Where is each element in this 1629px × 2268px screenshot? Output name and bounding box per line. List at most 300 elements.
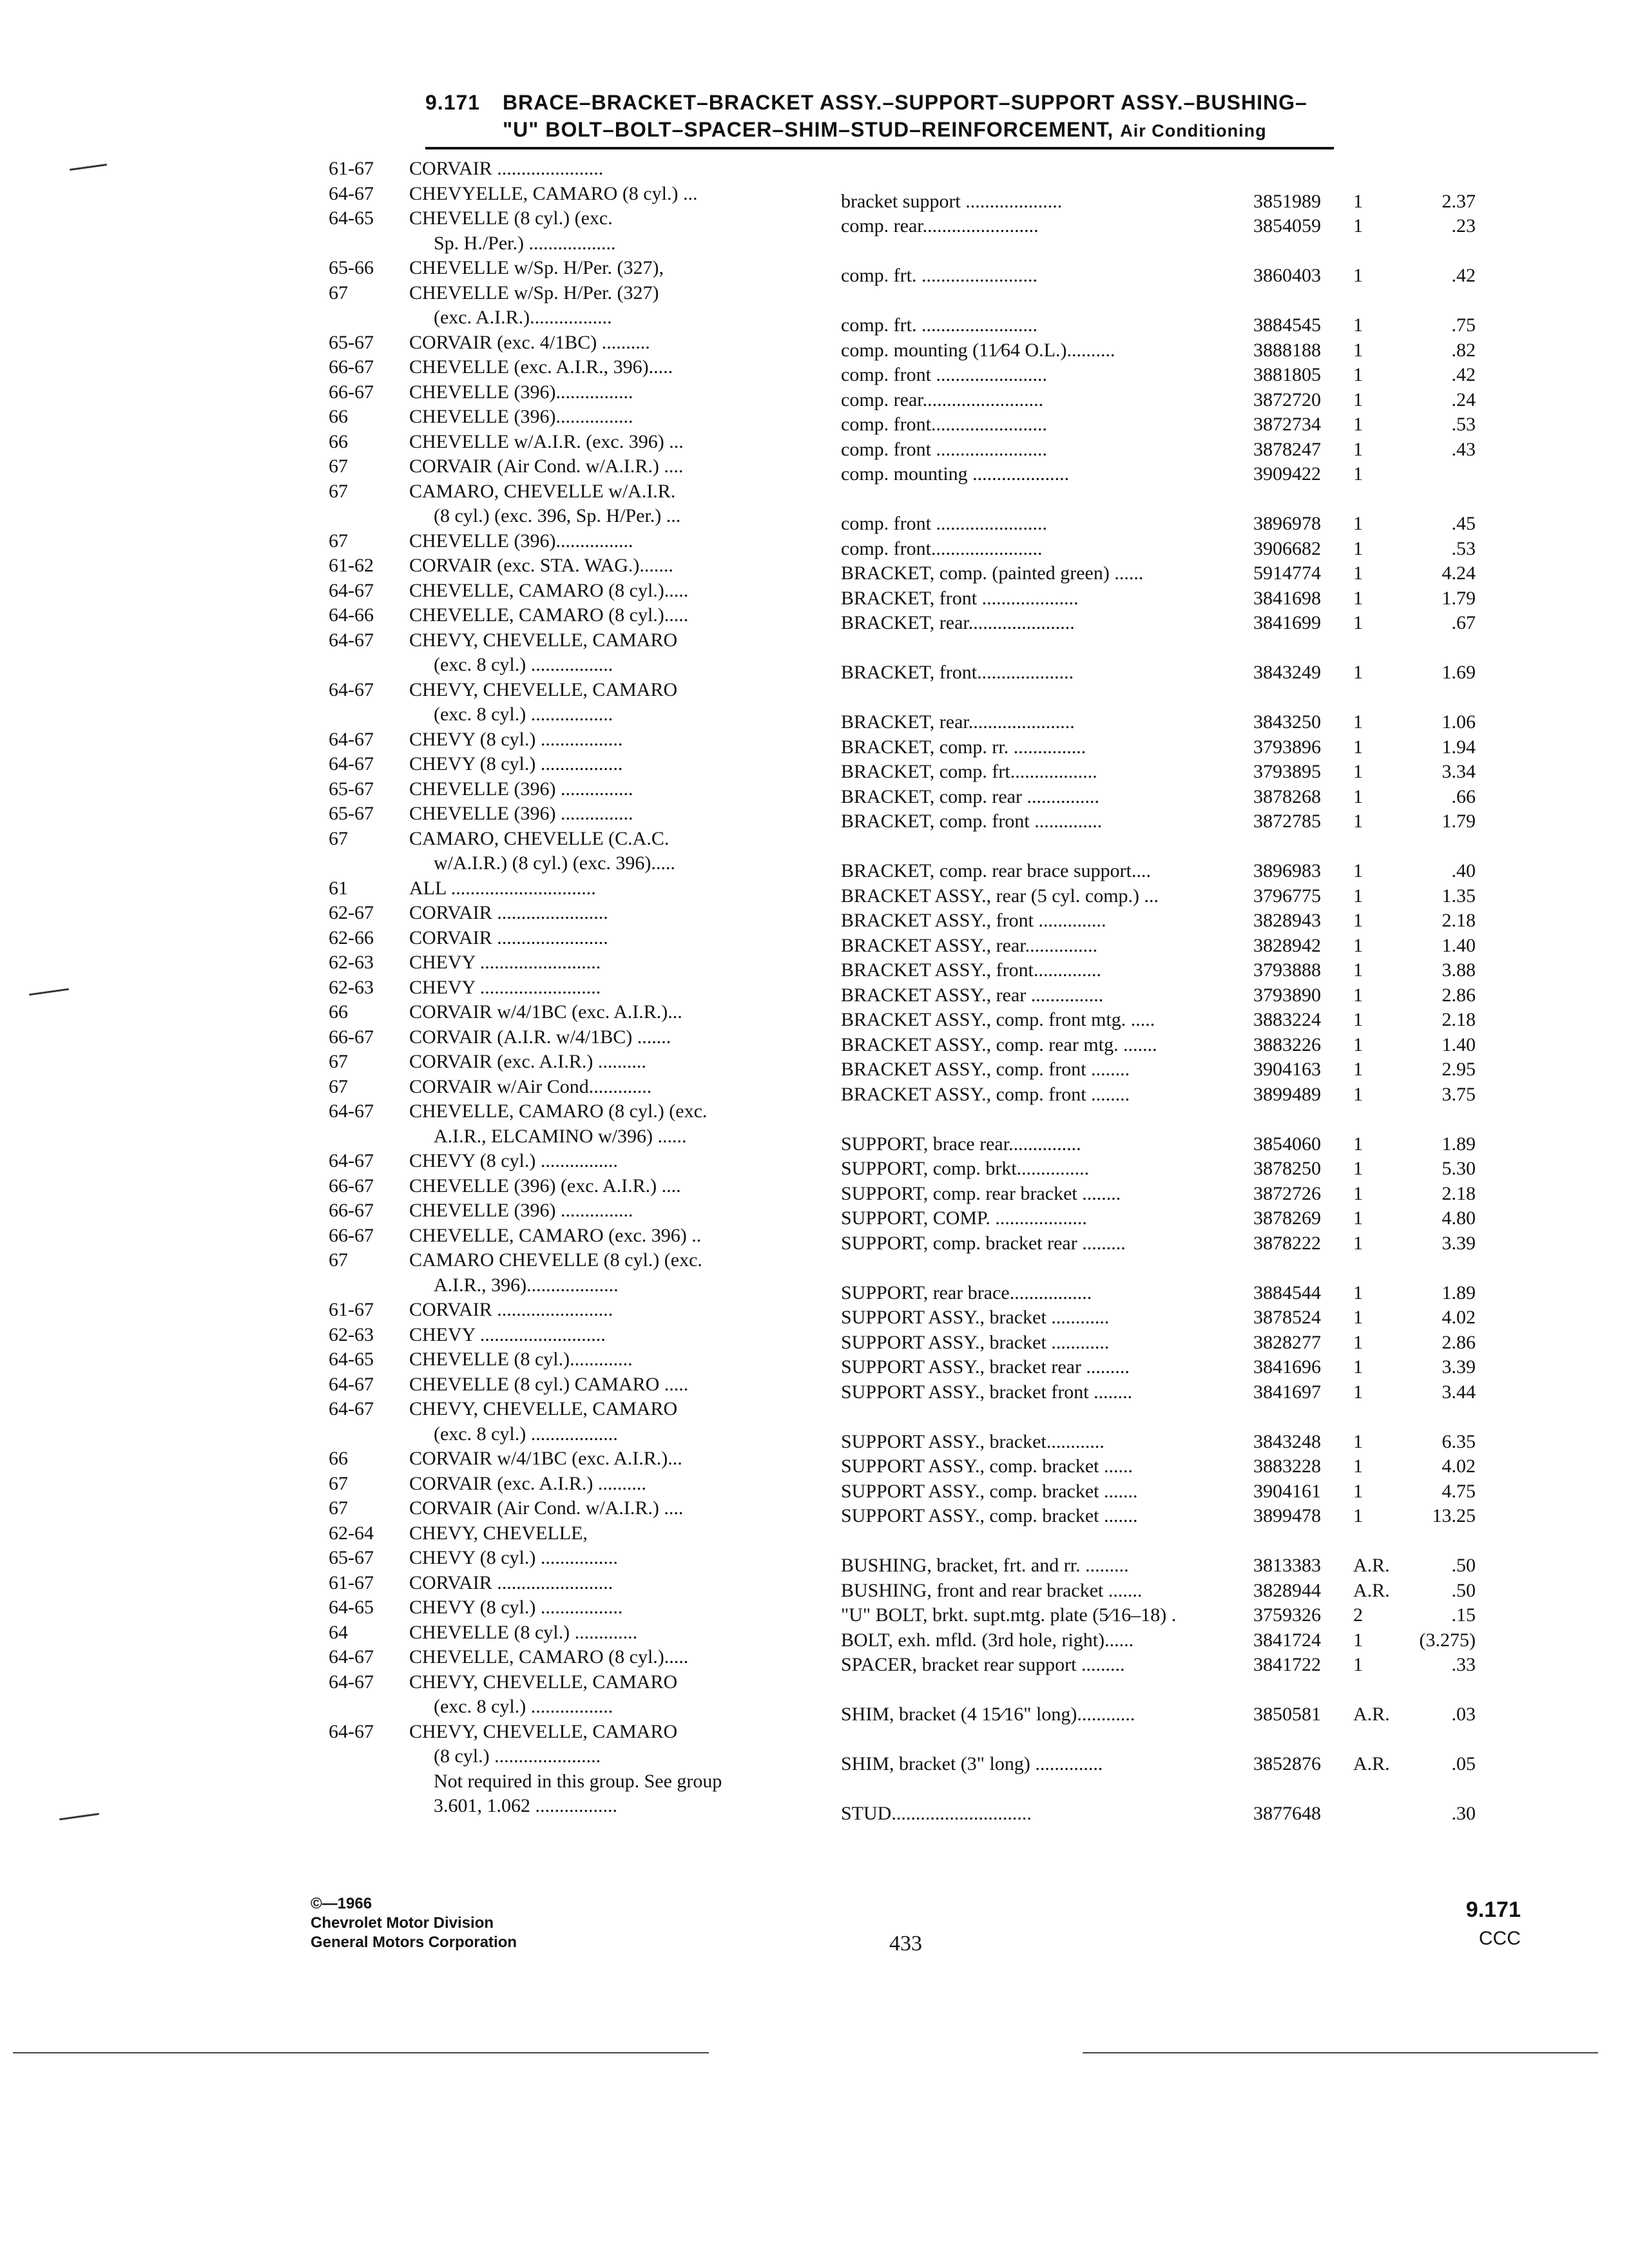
table-row xyxy=(309,902,1476,931)
model-years: 64-65 xyxy=(329,207,374,229)
part-description: SUPPORT, rear brace................. xyxy=(841,1282,1092,1303)
model-years: 64-67 xyxy=(329,1646,374,1667)
table-row xyxy=(309,1100,1469,1126)
table-row xyxy=(309,282,1469,307)
parts-table xyxy=(309,158,1476,1824)
part-description: BRACKET, comp. rear ............... xyxy=(841,785,1100,807)
price: 6.35 xyxy=(1441,1430,1476,1452)
header-rule xyxy=(425,147,1334,149)
part-description: SUPPORT, comp. rear bracket ........ xyxy=(841,1182,1121,1204)
part-description: STUD............................. xyxy=(841,1803,1032,1824)
application: CHEVY, CHEVELLE, xyxy=(409,1522,588,1544)
quantity: 1 xyxy=(1353,463,1363,485)
application: CHEVELLE, CAMARO (8 cyl.)..... xyxy=(409,579,689,601)
footer-section-number: 9.171 xyxy=(1465,1898,1521,1922)
application: CHEVY .......................... xyxy=(409,1323,606,1345)
part-description: comp. frt. ........................ xyxy=(841,314,1037,336)
quantity: 1 xyxy=(1353,215,1363,236)
application: (exc. 8 cyl.) ................. xyxy=(434,654,613,675)
table-row xyxy=(309,629,1469,655)
table-row xyxy=(309,1745,1476,1774)
table-row xyxy=(309,1423,1476,1452)
application: CHEVELLE (396)................ xyxy=(409,381,633,403)
table-row xyxy=(309,1125,1476,1155)
margin-mark xyxy=(59,1813,99,1821)
quantity: 1 xyxy=(1353,1356,1363,1378)
model-years: 61-67 xyxy=(329,1299,374,1320)
application: CHEVELLE (396) ............... xyxy=(409,1200,633,1221)
price: .43 xyxy=(1451,438,1476,460)
model-years: 64-65 xyxy=(329,1349,374,1370)
quantity: 1 xyxy=(1353,785,1363,807)
table-row xyxy=(309,257,1476,286)
part-number: 3884544 xyxy=(1253,1282,1321,1303)
quantity: 1 xyxy=(1353,1456,1363,1477)
part-number: 3841699 xyxy=(1253,612,1321,633)
quantity: 1 xyxy=(1353,513,1363,534)
part-number: 3793890 xyxy=(1253,984,1321,1006)
quantity: 1 xyxy=(1353,761,1363,782)
table-row xyxy=(309,1051,1476,1080)
part-number: 3878268 xyxy=(1253,785,1321,807)
price: .50 xyxy=(1451,1555,1476,1576)
model-years: 64-67 xyxy=(329,1720,374,1742)
part-number: 3854060 xyxy=(1253,1133,1321,1155)
table-row xyxy=(309,704,1476,733)
quantity: 1 xyxy=(1353,562,1363,584)
part-number: 3793896 xyxy=(1253,736,1321,758)
quantity: 1 xyxy=(1353,811,1363,832)
application: CHEVELLE w/Sp. H/Per. (327), xyxy=(409,257,664,278)
part-description: SHIM, bracket (4 15⁄16" long)............ xyxy=(841,1704,1135,1725)
part-description: BRACKET ASSY., comp. front ........ xyxy=(841,1083,1130,1105)
quantity: 1 xyxy=(1353,1133,1363,1155)
application: CHEVY, CHEVELLE, CAMARO xyxy=(409,1671,678,1693)
part-description: BRACKET, comp. front .............. xyxy=(841,811,1103,832)
application: CORVAIR (A.I.R. w/4/1BC) ....... xyxy=(409,1026,671,1048)
part-number: 3909422 xyxy=(1253,463,1321,485)
table-row xyxy=(309,604,1476,633)
model-years: 64-67 xyxy=(329,1398,374,1419)
model-years: 66 xyxy=(329,1001,348,1023)
table-row xyxy=(309,406,1476,435)
price: 3.75 xyxy=(1441,1083,1476,1105)
part-description: BRACKET, front.................... xyxy=(841,662,1074,683)
application: CORVAIR (Air Cond. w/A.I.R.) .... xyxy=(409,1497,684,1519)
part-description: SUPPORT ASSY., comp. bracket ....... xyxy=(841,1505,1138,1526)
part-description: SUPPORT ASSY., bracket............ xyxy=(841,1430,1104,1452)
part-description: "U" BOLT, brkt. supt.mtg. plate (5⁄16–18) . xyxy=(841,1604,1177,1626)
quantity: 1 xyxy=(1353,1629,1363,1651)
model-years: 67 xyxy=(329,827,348,849)
table-row xyxy=(309,1621,1476,1651)
quantity: 1 xyxy=(1353,1480,1363,1502)
model-years: 62-63 xyxy=(329,1323,374,1345)
table-row xyxy=(309,753,1476,782)
part-description: BUSHING, front and rear bracket ....... xyxy=(841,1579,1142,1601)
application: A.I.R., ELCAMINO w/396) ...... xyxy=(434,1125,687,1147)
part-description: BRACKET ASSY., comp. front ........ xyxy=(841,1059,1130,1080)
application: CORVAIR ....................... xyxy=(409,927,608,948)
price: 1.35 xyxy=(1441,885,1476,907)
price: 3.39 xyxy=(1441,1232,1476,1254)
table-row xyxy=(309,579,1476,609)
header-title-line-1: BRACE–BRACKET–BRACKET ASSY.–SUPPORT–SUPPORT ASSY.–BUSHING– xyxy=(503,91,1307,114)
part-description: BRACKET, comp. rear brace support.... xyxy=(841,860,1151,881)
part-description: BRACKET ASSY., rear (5 cyl. comp.) ... xyxy=(841,885,1159,907)
price: 4.80 xyxy=(1441,1207,1476,1229)
part-number: 3828944 xyxy=(1253,1579,1321,1601)
application: CORVAIR ........................ xyxy=(409,1571,613,1593)
application: CORVAIR (exc. STA. WAG.)....... xyxy=(409,555,673,576)
model-years: 61-62 xyxy=(329,555,374,576)
part-description: BRACKET, rear...................... xyxy=(841,711,1075,733)
part-description: BUSHING, bracket, frt. and rr. ......... xyxy=(841,1555,1129,1576)
part-number: 3883226 xyxy=(1253,1033,1321,1055)
application: (exc. 8 cyl.) ................. xyxy=(434,704,613,725)
application: CORVAIR (exc. A.I.R.) .......... xyxy=(409,1051,646,1072)
part-number: 3841696 xyxy=(1253,1356,1321,1378)
price: .15 xyxy=(1451,1604,1476,1626)
part-description: comp. front ....................... xyxy=(841,438,1047,460)
quantity: A.R. xyxy=(1353,1555,1390,1576)
model-years: 64-67 xyxy=(329,1373,374,1395)
application: CHEVELLE w/A.I.R. (exc. 396) ... xyxy=(409,430,684,452)
price: .67 xyxy=(1451,612,1476,633)
part-number: 3813383 xyxy=(1253,1555,1321,1576)
part-description: SUPPORT ASSY., bracket ............ xyxy=(841,1331,1110,1353)
model-years: 61 xyxy=(329,877,348,899)
table-row xyxy=(309,1497,1476,1526)
quantity: 1 xyxy=(1353,1232,1363,1254)
quantity: 1 xyxy=(1353,1430,1363,1452)
quantity: 1 xyxy=(1353,662,1363,683)
price: 3.39 xyxy=(1441,1356,1476,1378)
quantity: 1 xyxy=(1353,736,1363,758)
table-row xyxy=(309,976,1476,1006)
table-row xyxy=(309,1373,1476,1403)
margin-mark xyxy=(70,164,107,171)
part-description: BOLT, exh. mfld. (3rd hole, right)...... xyxy=(841,1629,1134,1651)
price: 1.89 xyxy=(1441,1282,1476,1303)
table-row xyxy=(309,233,1469,258)
table-row xyxy=(309,1523,1469,1548)
part-description: BRACKET ASSY., comp. rear mtg. ....... xyxy=(841,1033,1157,1055)
quantity: 1 xyxy=(1353,934,1363,956)
model-years: 67 xyxy=(329,1051,348,1072)
model-years: 64-67 xyxy=(329,728,374,750)
price: .33 xyxy=(1451,1654,1476,1675)
quantity: 1 xyxy=(1353,414,1363,435)
quantity: 1 xyxy=(1353,1654,1363,1675)
table-row xyxy=(309,1001,1476,1030)
table-row xyxy=(309,1547,1476,1576)
price: .24 xyxy=(1451,389,1476,410)
price: 4.02 xyxy=(1441,1307,1476,1328)
table-row xyxy=(309,877,1476,907)
part-number: 3841697 xyxy=(1253,1381,1321,1403)
model-years: 66 xyxy=(329,1448,348,1469)
price: .75 xyxy=(1451,314,1476,336)
part-description: SUPPORT ASSY., comp. bracket ....... xyxy=(841,1480,1138,1502)
part-description: comp. mounting (11⁄64 O.L.).......... xyxy=(841,339,1115,361)
model-years: 67 xyxy=(329,1497,348,1519)
table-row xyxy=(309,1472,1476,1502)
corporation-name: General Motors Corporation xyxy=(311,1934,517,1951)
quantity: 1 xyxy=(1353,314,1363,336)
table-row xyxy=(309,505,1476,534)
price: 1.06 xyxy=(1441,711,1476,733)
model-years: 61-67 xyxy=(329,1571,374,1593)
application: CHEVY, CHEVELLE, CAMARO xyxy=(409,1720,678,1742)
price: 3.34 xyxy=(1441,761,1476,782)
part-description: SUPPORT ASSY., bracket ............ xyxy=(841,1307,1110,1328)
price: 4.02 xyxy=(1441,1456,1476,1477)
part-number: 3888188 xyxy=(1253,339,1321,361)
part-number: 3841698 xyxy=(1253,587,1321,609)
price: .03 xyxy=(1451,1704,1476,1725)
model-years: 64-67 xyxy=(329,678,374,700)
quantity: 1 xyxy=(1353,339,1363,361)
part-description: comp. frt. ........................ xyxy=(841,265,1037,286)
quantity: 1 xyxy=(1353,1182,1363,1204)
part-number: 3883224 xyxy=(1253,1009,1321,1030)
part-description: comp. rear......................... xyxy=(841,389,1044,410)
section-header xyxy=(425,89,1340,144)
model-years: 65-67 xyxy=(329,803,374,824)
table-row xyxy=(309,456,1469,485)
table-row xyxy=(309,307,1476,336)
quantity: 1 xyxy=(1353,1033,1363,1055)
table-row xyxy=(309,1175,1476,1204)
part-description: comp. front ....................... xyxy=(841,513,1047,534)
application: (exc. A.I.R.)................. xyxy=(434,307,612,328)
quantity: A.R. xyxy=(1353,1579,1390,1601)
part-number: 3828943 xyxy=(1253,910,1321,931)
model-years: 67 xyxy=(329,530,348,552)
application: CHEVY (8 cyl.) ................. xyxy=(409,728,623,750)
application: CHEVY (8 cyl.) ................. xyxy=(409,753,623,774)
table-row xyxy=(309,182,1476,212)
price: (3.275) xyxy=(1419,1629,1476,1651)
bottom-rule xyxy=(13,2052,709,2053)
model-years: 64-67 xyxy=(329,1100,374,1122)
price: 1.79 xyxy=(1441,811,1476,832)
part-description: SUPPORT, COMP. ................... xyxy=(841,1207,1087,1229)
quantity: 1 xyxy=(1353,612,1363,633)
part-number: 3860403 xyxy=(1253,265,1321,286)
page-number: 433 xyxy=(889,1932,922,1956)
price: 2.18 xyxy=(1441,1009,1476,1030)
table-row xyxy=(309,1224,1476,1254)
application: Not required in this group. See group xyxy=(434,1770,722,1792)
table-row xyxy=(309,1274,1476,1303)
price: .42 xyxy=(1451,265,1476,286)
model-years: 62-64 xyxy=(329,1522,374,1544)
price: 1.40 xyxy=(1441,934,1476,956)
application: CHEVY ......................... xyxy=(409,976,601,998)
table-row xyxy=(309,1795,1476,1824)
application: CHEVELLE, CAMARO (exc. 396) .. xyxy=(409,1224,702,1246)
model-years: 67 xyxy=(329,1472,348,1494)
application: 3.601, 1.062 ................. xyxy=(434,1795,617,1816)
part-description: comp. front........................ xyxy=(841,414,1047,435)
table-row xyxy=(309,1646,1476,1675)
table-row xyxy=(309,555,1476,584)
model-years: 66-67 xyxy=(329,356,374,378)
model-years: 67 xyxy=(329,1075,348,1097)
part-number: 3881805 xyxy=(1253,364,1321,385)
part-description: BRACKET, front .................... xyxy=(841,587,1079,609)
quantity: 1 xyxy=(1353,885,1363,907)
application: CORVAIR w/4/1BC (exc. A.I.R.)... xyxy=(409,1448,682,1469)
part-number: 3843248 xyxy=(1253,1430,1321,1452)
table-row xyxy=(309,728,1476,758)
application: CHEVY, CHEVELLE, CAMARO xyxy=(409,678,678,700)
quantity: 1 xyxy=(1353,1059,1363,1080)
application: (exc. 8 cyl.) ................. xyxy=(434,1696,613,1717)
price: .53 xyxy=(1451,537,1476,559)
part-number: 5914774 xyxy=(1253,562,1321,584)
application: CHEVY (8 cyl.) ................ xyxy=(409,1547,618,1568)
table-row xyxy=(309,1721,1469,1746)
table-row xyxy=(309,530,1476,559)
model-years: 64-67 xyxy=(329,1671,374,1693)
quantity: 1 xyxy=(1353,265,1363,286)
price: .45 xyxy=(1451,513,1476,534)
table-row xyxy=(309,1448,1476,1477)
price: 3.44 xyxy=(1441,1381,1476,1403)
model-years: 67 xyxy=(329,480,348,502)
table-row xyxy=(309,158,1469,183)
price: 4.75 xyxy=(1441,1480,1476,1502)
table-row xyxy=(309,1597,1476,1626)
model-years: 66-67 xyxy=(329,381,374,403)
table-row xyxy=(309,381,1476,410)
application: CHEVELLE (8 cyl.) ............. xyxy=(409,1621,638,1643)
application: CHEVY ......................... xyxy=(409,952,601,973)
part-number: 3796775 xyxy=(1253,885,1321,907)
table-row xyxy=(309,481,1469,506)
part-number: 3904161 xyxy=(1253,1480,1321,1502)
model-years: 66-67 xyxy=(329,1200,374,1221)
price: 2.86 xyxy=(1441,1331,1476,1353)
part-number: 3828277 xyxy=(1253,1331,1321,1353)
model-years: 64-67 xyxy=(329,753,374,774)
quantity: 1 xyxy=(1353,1505,1363,1526)
quantity: 2 xyxy=(1353,1604,1363,1626)
part-description: SUPPORT ASSY., bracket front ........ xyxy=(841,1381,1133,1403)
quantity: 1 xyxy=(1353,389,1363,410)
table-row xyxy=(309,430,1476,460)
model-years: 66-67 xyxy=(329,1026,374,1048)
header-line-2 xyxy=(425,116,1340,144)
table-row xyxy=(309,207,1476,236)
table-row xyxy=(309,356,1476,385)
quantity: 1 xyxy=(1353,1207,1363,1229)
application: CORVAIR w/4/1BC (exc. A.I.R.)... xyxy=(409,1001,682,1023)
part-number: 3878222 xyxy=(1253,1232,1321,1254)
price: 4.24 xyxy=(1441,562,1476,584)
quantity: 1 xyxy=(1353,438,1363,460)
table-row xyxy=(309,952,1476,981)
quantity: 1 xyxy=(1353,587,1363,609)
table-row xyxy=(309,1026,1476,1055)
quantity: 1 xyxy=(1353,860,1363,881)
model-years: 62-63 xyxy=(329,952,374,973)
quantity: 1 xyxy=(1353,1282,1363,1303)
quantity: 1 xyxy=(1353,190,1363,212)
application: CHEVY, CHEVELLE, CAMARO xyxy=(409,1398,678,1419)
table-row xyxy=(309,331,1476,361)
part-number: 3854059 xyxy=(1253,215,1321,236)
part-number: 3878250 xyxy=(1253,1158,1321,1179)
application: CHEVELLE w/Sp. H/Per. (327) xyxy=(409,282,659,303)
part-description: BRACKET ASSY., front .............. xyxy=(841,910,1106,931)
model-years: 64-66 xyxy=(329,604,374,626)
application: CHEVELLE (396) ............... xyxy=(409,778,633,800)
application: CHEVY, CHEVELLE, CAMARO xyxy=(409,629,678,651)
application: CHEVELLE (8 cyl.) CAMARO ..... xyxy=(409,1373,689,1395)
price: 1.89 xyxy=(1441,1133,1476,1155)
table-row xyxy=(309,1696,1476,1725)
price: 1.69 xyxy=(1441,662,1476,683)
application: A.I.R., 396)................... xyxy=(434,1274,619,1296)
quantity: A.R. xyxy=(1353,1753,1390,1774)
table-row xyxy=(309,679,1469,704)
part-number: 3793895 xyxy=(1253,761,1321,782)
quantity: 1 xyxy=(1353,364,1363,385)
part-number: 3850581 xyxy=(1253,1704,1321,1725)
application: CHEVY (8 cyl.) ................. xyxy=(409,1597,623,1618)
part-description: comp. front....................... xyxy=(841,537,1043,559)
model-years: 66 xyxy=(329,406,348,427)
quantity: 1 xyxy=(1353,537,1363,559)
part-description: BRACKET, comp. frt.................. xyxy=(841,761,1097,782)
part-number: 3872720 xyxy=(1253,389,1321,410)
part-description: comp. front ....................... xyxy=(841,364,1047,385)
price: 3.88 xyxy=(1441,959,1476,981)
part-number: 3906682 xyxy=(1253,537,1321,559)
application: CHEVELLE (396) ............... xyxy=(409,803,633,824)
quantity: 1 xyxy=(1353,910,1363,931)
part-description: SHIM, bracket (3" long) .............. xyxy=(841,1753,1103,1774)
publisher-block xyxy=(311,1894,517,1952)
model-years: 64-67 xyxy=(329,629,374,651)
application: w/A.I.R.) (8 cyl.) (exc. 396)..... xyxy=(434,852,675,874)
price: .40 xyxy=(1451,860,1476,881)
price: .53 xyxy=(1451,414,1476,435)
application: CORVAIR ....................... xyxy=(409,902,608,923)
application: CHEVELLE (8 cyl.)............. xyxy=(409,1349,633,1370)
table-row xyxy=(309,1771,1469,1796)
price: 13.25 xyxy=(1432,1505,1476,1526)
quantity: 1 xyxy=(1353,1307,1363,1328)
application: Sp. H./Per.) .................. xyxy=(434,232,616,254)
bottom-rule xyxy=(1083,2052,1598,2053)
part-description: BRACKET, comp. rr. ............... xyxy=(841,736,1086,758)
quantity: 1 xyxy=(1353,1381,1363,1403)
price: 2.18 xyxy=(1441,910,1476,931)
application: CHEVELLE, CAMARO (8 cyl.)..... xyxy=(409,1646,689,1667)
table-row xyxy=(309,1398,1469,1423)
application: CORVAIR w/Air Cond............. xyxy=(409,1075,652,1097)
quantity: 1 xyxy=(1353,959,1363,981)
table-row xyxy=(309,1075,1476,1105)
table-row xyxy=(309,654,1476,683)
price: .30 xyxy=(1451,1803,1476,1824)
part-description: bracket support .................... xyxy=(841,190,1063,212)
